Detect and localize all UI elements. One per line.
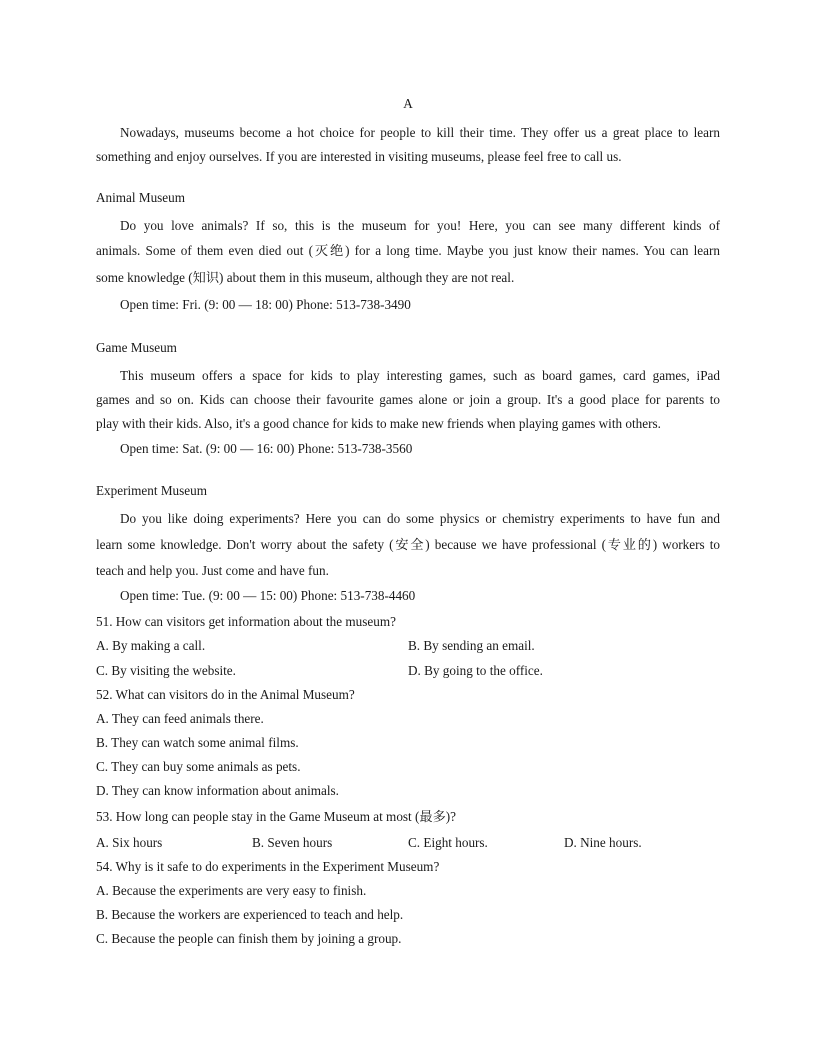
- question-53-option-d: D. Nine hours.: [564, 835, 642, 850]
- game-open-time: Open time: Sat. (9: 00 — 16: 00) Phone: 513-738-3560: [120, 441, 413, 456]
- question-51-option-d: D. By going to the office.: [408, 663, 543, 678]
- experiment-text-line-2: learn some knowledge. Don't worry about the safety (安全) because we have professional (专业的) workers to: [96, 537, 720, 552]
- question-51-stem: 51. How can visitors get information about the museum?: [96, 614, 396, 629]
- question-54-option-c: C. Because the people can finish them by joining a group.: [96, 931, 402, 946]
- game-text-line-1: This museum offers a space for kids to play interesting games, such as board games, card games, iPad: [120, 368, 720, 383]
- museum-heading-animal: Animal Museum: [96, 190, 186, 205]
- question-54-option-a: A. Because the experiments are very easy to finish.: [96, 883, 367, 898]
- experiment-text-line-3: teach and help you. Just come and have fun.: [96, 563, 329, 578]
- game-text-line-2: games and so on. Kids can choose their favourite games alone or join a group. It's a good place for parents to: [96, 392, 720, 407]
- question-54-option-b: B. Because the workers are experienced to teach and help.: [96, 907, 404, 922]
- question-52-option-d: D. They can know information about animals.: [96, 783, 339, 798]
- question-52-option-b: B. They can watch some animal films.: [96, 735, 299, 750]
- question-53-option-b: B. Seven hours: [252, 835, 333, 850]
- animal-text-line-1: Do you love animals? If so, this is the museum for you! Here, you can see many different kinds of: [120, 218, 720, 233]
- question-52-option-c: C. They can buy some animals as pets.: [96, 759, 301, 774]
- museum-heading-game: Game Museum: [96, 340, 177, 355]
- animal-text-line-3: some knowledge (知识) about them in this museum, although they are not real.: [96, 270, 515, 285]
- question-52-stem: 52. What can visitors do in the Animal Museum?: [96, 687, 355, 702]
- question-51-option-b: B. By sending an email.: [408, 638, 535, 653]
- question-54-stem: 54. Why is it safe to do experiments in the Experiment Museum?: [96, 859, 440, 874]
- passage-title: A: [403, 96, 413, 111]
- question-53-option-a: A. Six hours: [96, 835, 163, 850]
- experiment-text-line-1: Do you like doing experiments? Here you can do some physics or chemistry experiments to have fun and: [120, 511, 720, 526]
- game-text-line-3: play with their kids. Also, it's a good chance for kids to make new friends when playing games with others.: [96, 416, 661, 431]
- animal-text-line-2: animals. Some of them even died out (灭绝) for a long time. Maybe you just know their names. You can learn: [96, 243, 720, 258]
- question-51-option-c: C. By visiting the website.: [96, 663, 236, 678]
- question-52-option-a: A. They can feed animals there.: [96, 711, 264, 726]
- question-51-option-a: A. By making a call.: [96, 638, 206, 653]
- question-53-option-c: C. Eight hours.: [408, 835, 488, 850]
- animal-open-time: Open time: Fri. (9: 00 — 18: 00) Phone: 513-738-3490: [120, 297, 411, 312]
- question-53-stem: 53. How long can people stay in the Game Museum at most (最多)?: [96, 809, 457, 824]
- experiment-open-time: Open time: Tue. (9: 00 — 15: 00) Phone: 513-738-4460: [120, 588, 416, 603]
- intro-line-1: Nowadays, museums become a hot choice for people to kill their time. They offer us a great place to learn: [120, 125, 720, 140]
- museum-heading-experiment: Experiment Museum: [96, 483, 207, 498]
- intro-line-2: something and enjoy ourselves. If you are interested in visiting museums, please feel free to call us.: [96, 149, 622, 164]
